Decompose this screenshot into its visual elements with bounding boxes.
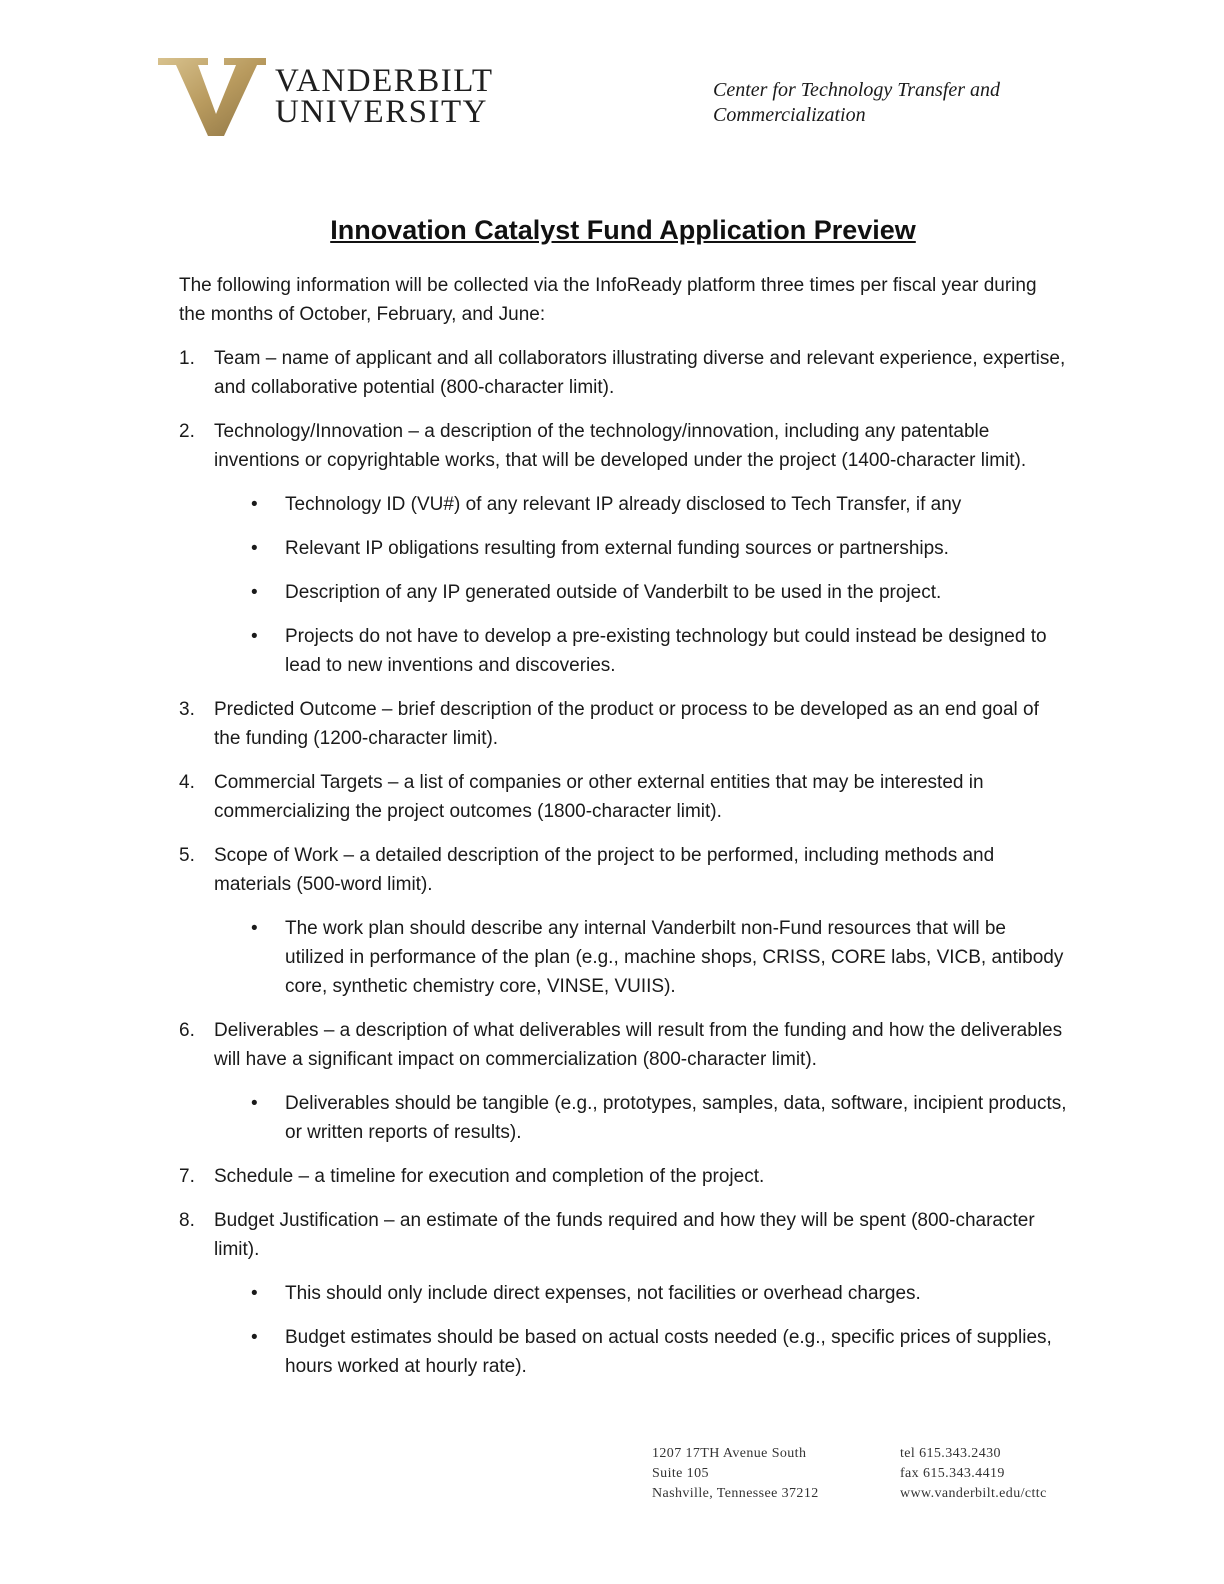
v-shield-icon: [158, 56, 270, 138]
list-item-text: Schedule – a timeline for execution and completion of the project.: [214, 1166, 765, 1187]
sub-bullet-list: [214, 1089, 1069, 1147]
list-item-number: 3.: [179, 699, 195, 720]
center-name: [713, 78, 1073, 128]
list-item: [179, 417, 1069, 680]
sub-bullet-list: [214, 490, 1069, 680]
footer-tel: tel 615.343.2430: [900, 1446, 1001, 1461]
list-item-number: 2.: [179, 421, 195, 442]
list-item-number: 7.: [179, 1166, 195, 1187]
sub-bullet-text: Relevant IP obligations resulting from external funding sources or partnerships.: [285, 538, 949, 559]
page-title: Innovation Catalyst Fund Application Preview: [330, 215, 916, 245]
bullet-icon: •: [251, 1283, 258, 1304]
sub-bullet-text: This should only include direct expenses, not facilities or overhead charges.: [285, 1283, 921, 1304]
sub-bullet-item: [214, 490, 1069, 519]
sub-bullet-item: [214, 534, 1069, 563]
center-name-line-2: Commercialization: [713, 104, 866, 126]
footer-address-line-3: Nashville, Tennessee 37212: [652, 1486, 819, 1501]
footer-address-line-1: 1207 17TH Avenue South: [652, 1446, 807, 1461]
bullet-icon: •: [251, 582, 258, 603]
sub-bullet-text: Deliverables should be tangible (e.g., prototypes, samples, data, software, incipient products, or written reports of results).: [285, 1093, 1067, 1143]
list-item-text: Team – name of applicant and all collaborators illustrating diverse and relevant experience, expertise, and collaborative potential (800-character limit).: [214, 348, 1066, 398]
sub-bullet-text: Description of any IP generated outside of Vanderbilt to be used in the project.: [285, 582, 942, 603]
list-item-text: Budget Justification – an estimate of the funds required and how they will be spent (800-character limit).: [214, 1210, 1035, 1260]
logo-wordmark: [275, 63, 494, 130]
list-item-number: 1.: [179, 348, 195, 369]
footer-address-line-2: Suite 105: [652, 1466, 709, 1481]
list-item-text: Commercial Targets – a list of companies or other external entities that may be interested in commercializing the project outcomes (1800-character limit).: [214, 772, 984, 822]
list-item-number: 6.: [179, 1020, 195, 1041]
university-logo: [158, 56, 538, 140]
requirements-list: [179, 344, 1069, 1396]
list-item: [179, 344, 1069, 402]
sub-bullet-text: The work plan should describe any internal Vanderbilt non-Fund resources that will be utilized in performance of the plan (e.g., machine shops, CRISS, CORE labs, VICB, antibody core, synthetic chemistry core, VINSE, VUIIS).: [285, 918, 1064, 997]
list-item-text: Deliverables – a description of what deliverables will result from the funding and how the deliverables will have a significant impact on commercialization (800-character limit).: [214, 1020, 1063, 1070]
list-item: [179, 1016, 1069, 1147]
list-item: [179, 1162, 1069, 1191]
footer-contact: [900, 1444, 1047, 1504]
sub-bullet-list: [214, 1279, 1069, 1381]
bullet-icon: •: [251, 538, 258, 559]
list-item-number: 4.: [179, 772, 195, 793]
footer-fax: fax 615.343.4419: [900, 1466, 1005, 1481]
list-item-number: 5.: [179, 845, 195, 866]
list-item: [179, 841, 1069, 1001]
footer-website[interactable]: www.vanderbilt.edu/cttc: [900, 1486, 1047, 1501]
sub-bullet-item: [214, 1279, 1069, 1308]
list-item-text: Scope of Work – a detailed description of the project to be performed, including methods and materials (500-word limit).: [214, 845, 995, 895]
sub-bullet-text: Projects do not have to develop a pre-existing technology but could instead be designed to lead to new inventions and discoveries.: [285, 626, 1047, 676]
sub-bullet-item: [214, 1323, 1069, 1381]
bullet-icon: •: [251, 1327, 258, 1348]
sub-bullet-list: [214, 914, 1069, 1001]
list-item: [179, 1206, 1069, 1381]
sub-bullet-item: [214, 578, 1069, 607]
intro-paragraph: The following information will be collected via the InfoReady platform three times per fiscal year during the months of October, February, and June:: [179, 275, 1037, 325]
list-item-number: 8.: [179, 1210, 195, 1231]
list-item-text: Technology/Innovation – a description of the technology/innovation, including any patentable inventions or copyrightable works, that will be developed under the project (1400-character limit).: [214, 421, 1027, 471]
bullet-icon: •: [251, 918, 258, 939]
list-item: [179, 768, 1069, 826]
sub-bullet-text: Technology ID (VU#) of any relevant IP already disclosed to Tech Transfer, if any: [285, 494, 962, 515]
bullet-icon: •: [251, 494, 258, 515]
sub-bullet-text: Budget estimates should be based on actual costs needed (e.g., specific prices of supplies, hours worked at hourly rate).: [285, 1327, 1052, 1377]
bullet-icon: •: [251, 626, 258, 647]
footer-address: [652, 1444, 819, 1504]
center-name-line-1: Center for Technology Transfer and: [713, 79, 1001, 101]
list-item-text: Predicted Outcome – brief description of the product or process to be developed as an end goal of the funding (1200-character limit).: [214, 699, 1039, 749]
list-item: [179, 695, 1069, 753]
logo-line-1: VANDERBILT: [275, 63, 494, 99]
logo-line-2: UNIVERSITY: [275, 94, 488, 130]
sub-bullet-item: [214, 914, 1069, 1001]
bullet-icon: •: [251, 1093, 258, 1114]
sub-bullet-item: [214, 1089, 1069, 1147]
sub-bullet-item: [214, 622, 1069, 680]
